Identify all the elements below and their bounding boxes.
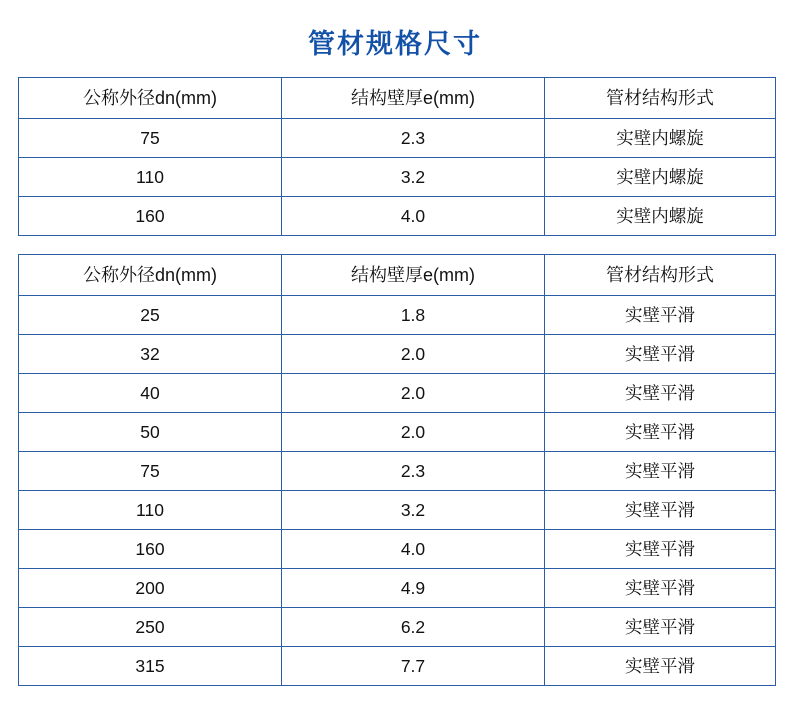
cell-wall-thickness: 4.0 — [282, 530, 545, 569]
table-row — [19, 491, 776, 530]
table-row — [19, 608, 776, 647]
cell-outer-diameter: 110 — [19, 158, 282, 197]
spiral-pipe-spec-table — [18, 77, 776, 236]
cell-structure-type: 实壁平滑 — [545, 374, 776, 413]
page-title: 管材规格尺寸 — [308, 29, 482, 59]
table-row — [19, 296, 776, 335]
table-header-row — [19, 78, 776, 119]
cell-structure-type: 实壁内螺旋 — [545, 197, 776, 236]
table-header-row — [19, 255, 776, 296]
column-header-outer-diameter: 公称外径dn(mm) — [19, 78, 282, 119]
table-row — [19, 119, 776, 158]
table-spacer — [18, 236, 772, 254]
cell-wall-thickness: 4.0 — [282, 197, 545, 236]
cell-outer-diameter: 75 — [19, 119, 282, 158]
cell-structure-type: 实壁平滑 — [545, 413, 776, 452]
column-header-structure-type: 管材结构形式 — [545, 255, 776, 296]
cell-outer-diameter: 50 — [19, 413, 282, 452]
cell-structure-type: 实壁平滑 — [545, 296, 776, 335]
table-row — [19, 197, 776, 236]
cell-wall-thickness: 6.2 — [282, 608, 545, 647]
cell-wall-thickness: 4.9 — [282, 569, 545, 608]
smooth-pipe-spec-table — [18, 254, 776, 686]
tables-container — [18, 77, 772, 686]
cell-structure-type: 实壁平滑 — [545, 530, 776, 569]
cell-structure-type: 实壁平滑 — [545, 335, 776, 374]
cell-structure-type: 实壁平滑 — [545, 452, 776, 491]
cell-wall-thickness: 2.3 — [282, 119, 545, 158]
table-row — [19, 647, 776, 686]
column-header-structure-type: 管材结构形式 — [545, 78, 776, 119]
cell-outer-diameter: 40 — [19, 374, 282, 413]
cell-outer-diameter: 75 — [19, 452, 282, 491]
column-header-outer-diameter: 公称外径dn(mm) — [19, 255, 282, 296]
table-row — [19, 569, 776, 608]
column-header-wall-thickness: 结构壁厚e(mm) — [282, 78, 545, 119]
cell-outer-diameter: 160 — [19, 530, 282, 569]
table-row — [19, 374, 776, 413]
cell-structure-type: 实壁平滑 — [545, 569, 776, 608]
cell-outer-diameter: 160 — [19, 197, 282, 236]
cell-outer-diameter: 200 — [19, 569, 282, 608]
cell-wall-thickness: 2.3 — [282, 452, 545, 491]
cell-structure-type: 实壁平滑 — [545, 491, 776, 530]
cell-wall-thickness: 2.0 — [282, 374, 545, 413]
table-row — [19, 335, 776, 374]
cell-wall-thickness: 7.7 — [282, 647, 545, 686]
cell-wall-thickness: 3.2 — [282, 158, 545, 197]
cell-structure-type: 实壁平滑 — [545, 608, 776, 647]
table-row — [19, 452, 776, 491]
table-row — [19, 413, 776, 452]
table-row — [19, 158, 776, 197]
cell-outer-diameter: 25 — [19, 296, 282, 335]
cell-wall-thickness: 2.0 — [282, 413, 545, 452]
cell-wall-thickness: 3.2 — [282, 491, 545, 530]
cell-outer-diameter: 110 — [19, 491, 282, 530]
cell-wall-thickness: 1.8 — [282, 296, 545, 335]
cell-structure-type: 实壁内螺旋 — [545, 119, 776, 158]
cell-structure-type: 实壁内螺旋 — [545, 158, 776, 197]
cell-structure-type: 实壁平滑 — [545, 647, 776, 686]
cell-outer-diameter: 315 — [19, 647, 282, 686]
table-row — [19, 530, 776, 569]
column-header-wall-thickness: 结构壁厚e(mm) — [282, 255, 545, 296]
cell-outer-diameter: 250 — [19, 608, 282, 647]
cell-wall-thickness: 2.0 — [282, 335, 545, 374]
cell-outer-diameter: 32 — [19, 335, 282, 374]
